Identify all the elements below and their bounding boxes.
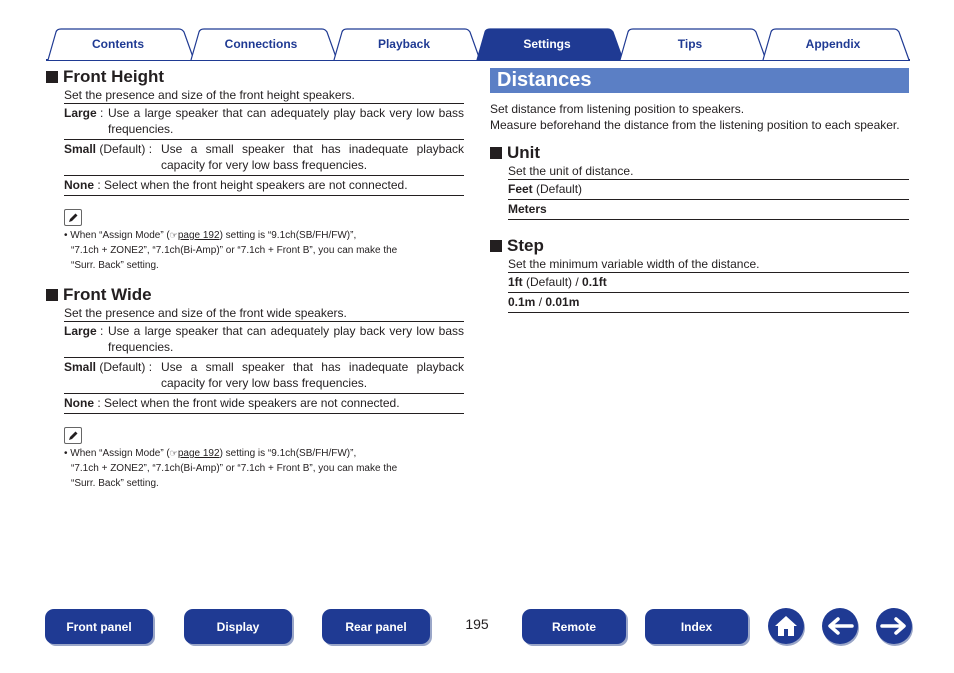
pencil-icon [64, 209, 82, 226]
step-row-feet: 1ft (Default) / 0.1ft [508, 273, 909, 293]
tab-tips-label: Tips [677, 37, 703, 51]
front-height-intro: Set the presence and size of the front height speakers. [64, 88, 355, 102]
forward-button[interactable] [876, 608, 912, 644]
definition-row-small: Small (Default) : Use a small speaker that has inadequate playback capacity for very low bass frequencies. [64, 140, 464, 176]
home-button[interactable] [768, 608, 804, 644]
arrow-left-icon [826, 616, 854, 636]
display-button[interactable]: Display [184, 609, 292, 644]
tab-connections-label: Connections [224, 37, 298, 51]
step-row-meters: 0.1m / 0.01m [508, 293, 909, 313]
front-height-heading: Front Height [46, 67, 464, 87]
tab-appendix-label: Appendix [805, 37, 861, 51]
tab-connections[interactable] [190, 28, 332, 60]
definition-row-none: None : Select when the front wide speakers are not connected. [64, 394, 464, 414]
tab-settings[interactable] [476, 28, 618, 60]
tab-contents[interactable] [47, 28, 189, 60]
page-192-link[interactable]: page 192 [177, 448, 220, 459]
left-column [46, 67, 464, 491]
front-wide-heading: Front Wide [46, 285, 464, 305]
step-heading: Step [490, 236, 909, 256]
front-panel-button[interactable]: Front panel [45, 609, 153, 644]
tab-settings-label: Settings [523, 37, 571, 51]
top-tab-bar [0, 0, 954, 62]
arrow-right-icon [880, 616, 908, 636]
definition-row-small: Small (Default) : Use a small speaker that has inadequate playback capacity for very low bass frequencies. [64, 358, 464, 394]
front-wide-table [64, 321, 464, 414]
tab-playback-label: Playback [377, 37, 431, 51]
back-button[interactable] [822, 608, 858, 644]
front-wide-intro: Set the presence and size of the front wide speakers. [64, 306, 347, 320]
page-title: Distances [497, 69, 592, 91]
remote-button[interactable]: Remote [522, 609, 626, 644]
tab-appendix[interactable] [762, 28, 904, 60]
distances-title-banner [490, 68, 909, 93]
tab-tips[interactable] [619, 28, 761, 60]
pencil-icon [64, 427, 82, 444]
definition-row-none: None : Select when the front height speakers are not connected. [64, 176, 464, 196]
step-table [508, 272, 909, 313]
tab-contents-label: Contents [92, 37, 144, 51]
front-wide-note: • When “Assign Mode” (☞page 192) setting is “9.1ch(SB/FH/FW)”, “7.1ch + ZONE2”, “7.1ch(Bi-Amp)” or “7.1ch + Front B”, you can make the “Surr. Back” setting. [64, 427, 464, 491]
definition-row-large: Large : Use a large speaker that can adequately play back very low bass frequencies. [64, 321, 464, 358]
front-height-note: • When “Assign Mode” (☞page 192) setting is “9.1ch(SB/FH/FW)”, “7.1ch + ZONE2”, “7.1ch(Bi-Amp)” or “7.1ch + Front B”, you can make the “Surr. Back” setting. [64, 209, 464, 273]
page-number: 195 [465, 616, 489, 632]
home-icon [773, 614, 799, 638]
unit-row-meters: Meters [508, 200, 909, 220]
unit-heading: Unit [490, 143, 909, 163]
distances-intro-2: Measure beforehand the distance from the listening position to each speaker. [490, 118, 900, 132]
definition-row-large: Large : Use a large speaker that can adequately play back very low bass frequencies. [64, 103, 464, 140]
heading-square-icon [46, 289, 58, 301]
distances-intro-1: Set distance from listening position to speakers. [490, 102, 745, 116]
step-intro: Set the minimum variable width of the distance. [508, 257, 760, 271]
index-button[interactable]: Index [645, 609, 748, 644]
heading-square-icon [46, 71, 58, 83]
unit-intro: Set the unit of distance. [508, 164, 634, 178]
right-column [490, 101, 909, 313]
rear-panel-button[interactable]: Rear panel [322, 609, 430, 644]
front-height-table [64, 103, 464, 196]
tab-playback[interactable] [333, 28, 475, 60]
heading-square-icon [490, 147, 502, 159]
unit-row-feet: Feet (Default) [508, 180, 909, 200]
unit-table [508, 179, 909, 220]
page-192-link[interactable]: page 192 [177, 230, 220, 241]
heading-square-icon [490, 240, 502, 252]
